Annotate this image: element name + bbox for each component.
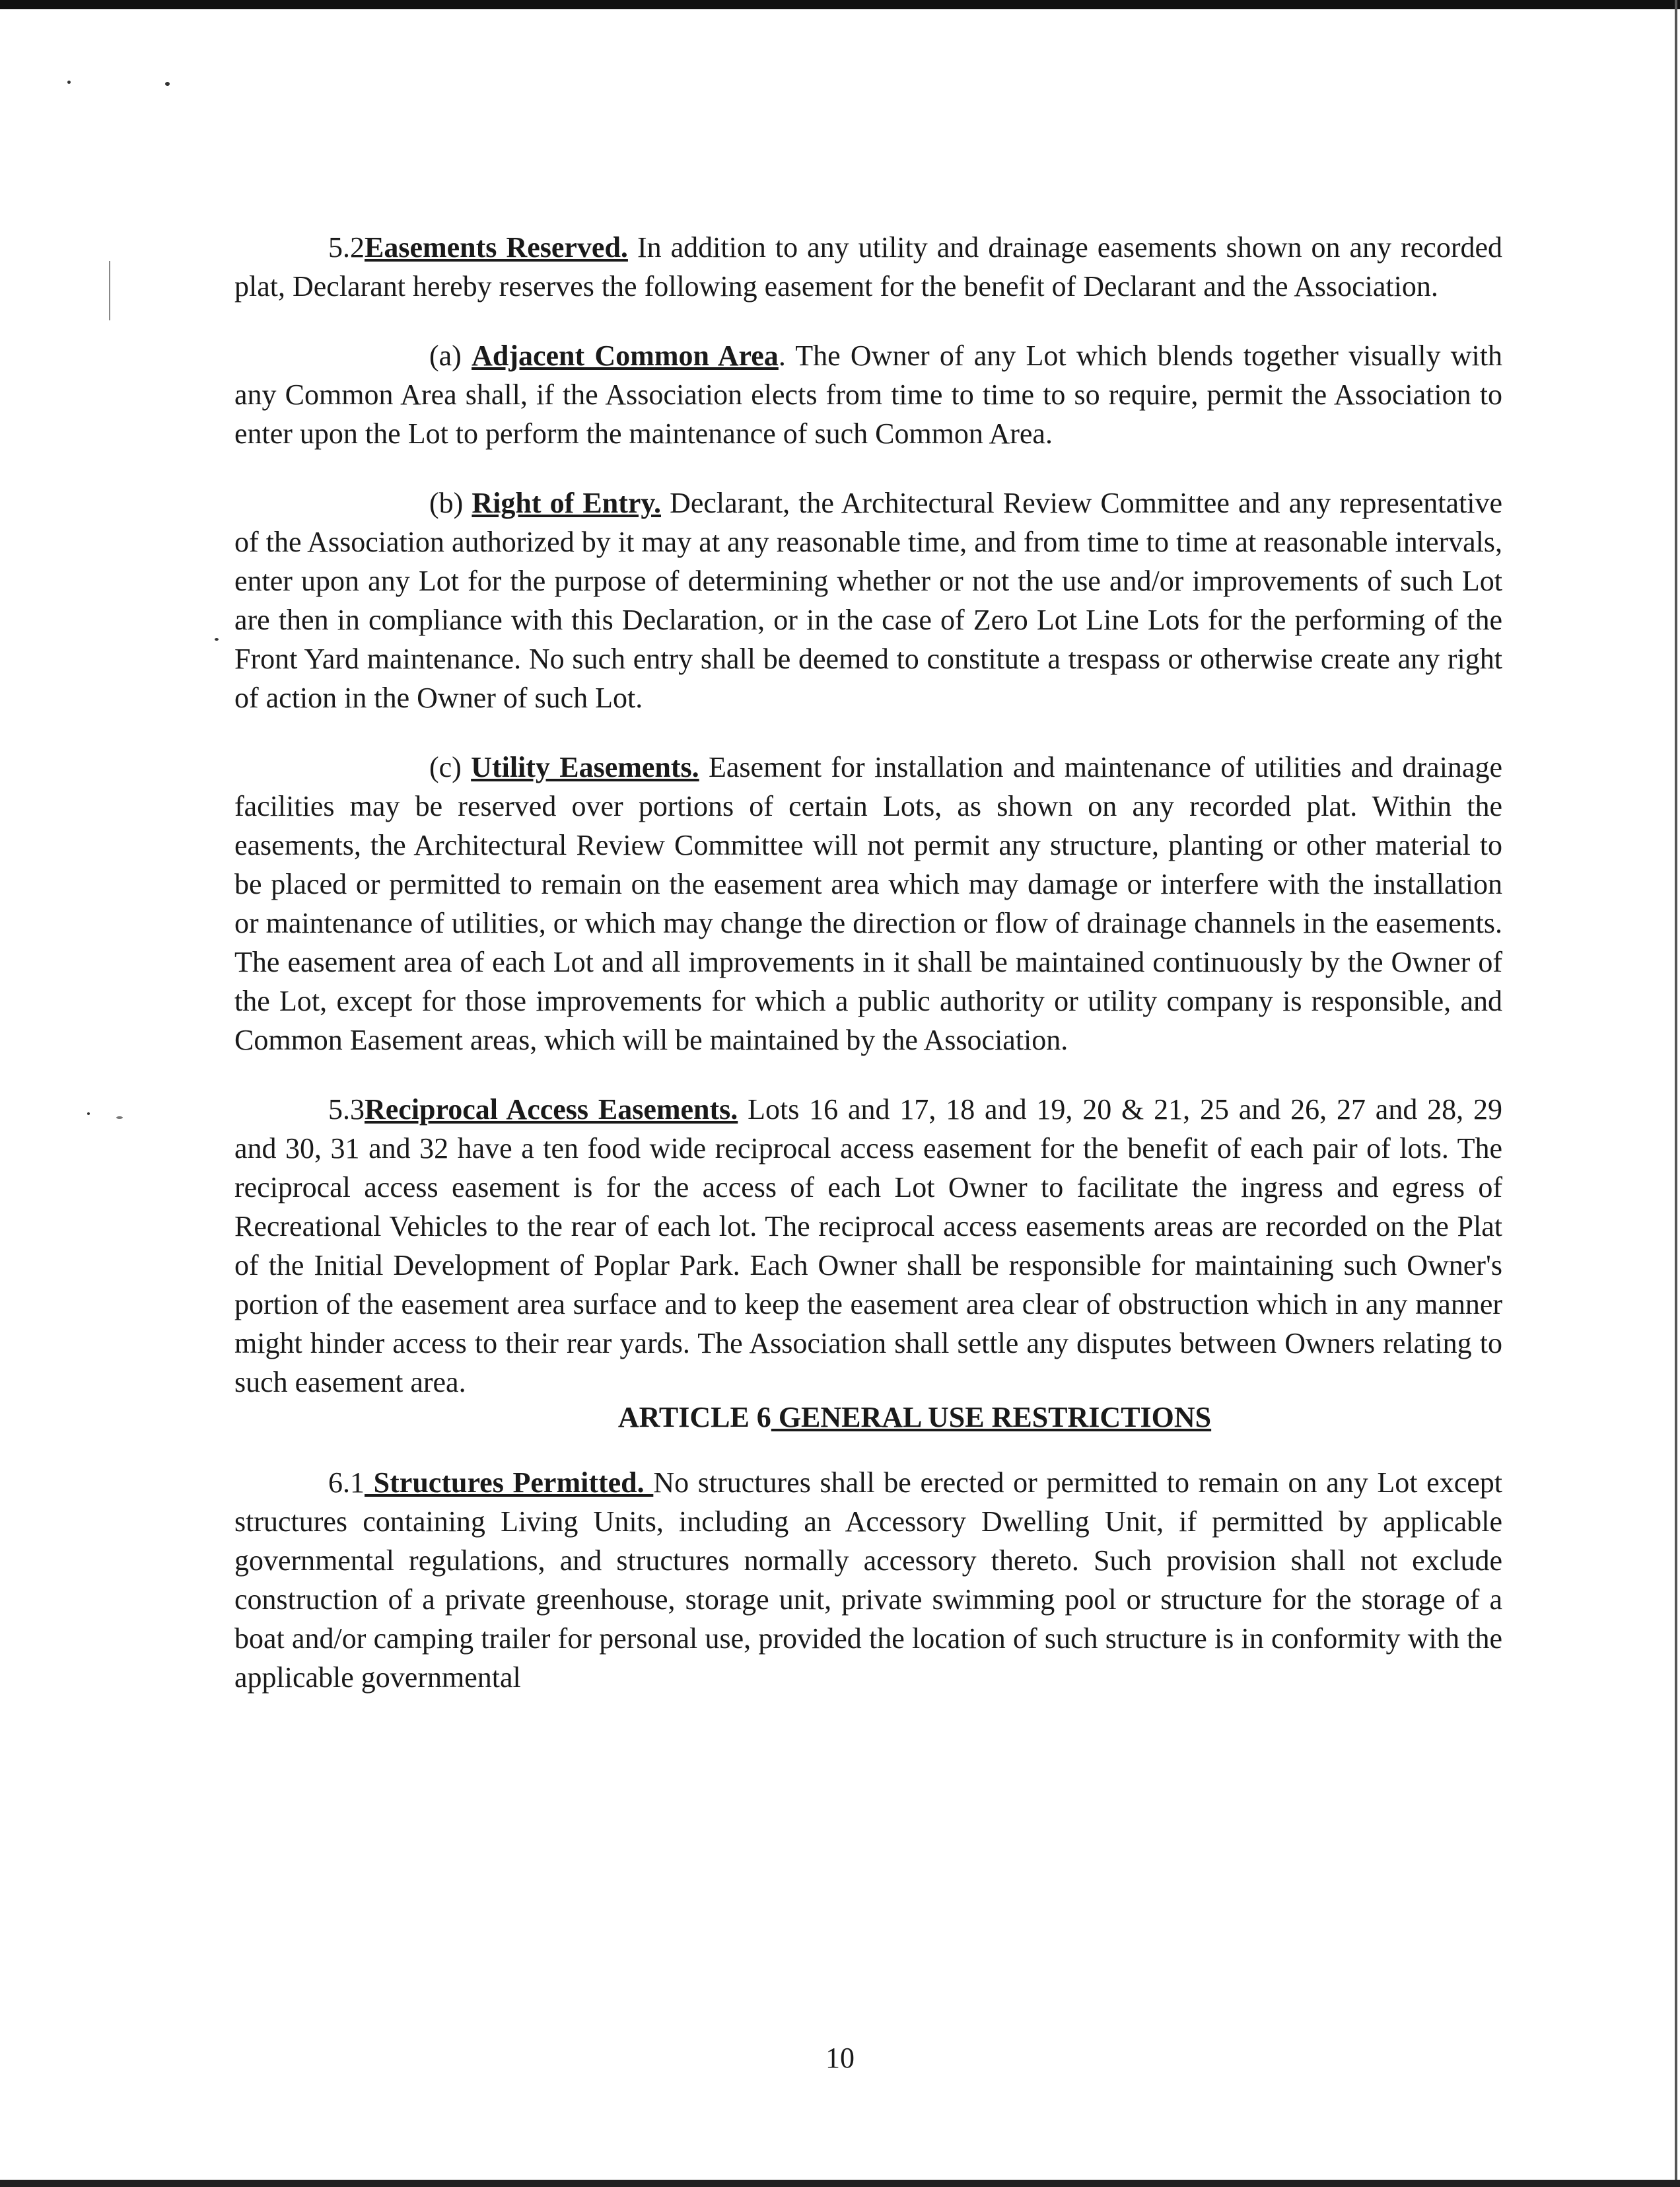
page-number: 10 [825,2042,855,2074]
article-6-heading [234,1398,1502,1437]
section-number: 6.1 [328,1466,365,1499]
section-6-1 [234,1463,1502,1697]
subsection-text: . The Owner of any Lot which blends together visually with any Common Area shall, if the Association elects from time to time to so require, permit the Association to enter upon the Lot to perform the maintenance of such Common Area. [234,340,1502,450]
article-title: GENERAL USE RESTRICTIONS [771,1401,1212,1433]
section-text: Lots 16 and 17, 18 and 19, 20 & 21, 25 and 26, 27 and 28, 29 and 30, 31 and 32 have a ten food wide reciprocal access easement for the benefit of each pair of lots. The reciprocal access easement is for the access of each Lot Owner to facilitate the ingress and egress of Recreational Vehicles to the rear of each lot. The reciprocal access easements areas are recorded on the Plat of the Initial Development of Poplar Park. Each Owner shall be responsible for maintaining such Owner's portion of the easement area surface and to keep the easement area clear of obstruction which in any manner might hinder access to their rear yards. The Association shall settle any disputes between Owners relating to such easement area. [234,1093,1502,1398]
scan-speck [116,1116,123,1119]
subsection-label: (b) [429,487,472,519]
article-prefix: ARTICLE 6 [617,1401,771,1433]
section-number: 5.2 [328,231,365,264]
section-title: Reciprocal Access Easements. [365,1093,738,1126]
subsection-text: Declarant, the Architectural Review Committee and any representative of the Association authorized by it may at any reasonable time, and from time to time at reasonable intervals, enter upon any Lot for the purpose of determining whether or not the use and/or improvements of such Lot are then in compliance with this Declaration, or in the case of Zero Lot Line Lots for the performing of the Front Yard maintenance. No such entry shall be deemed to constitute a trespass or otherwise create any right of action in the Owner of such Lot. [234,487,1502,714]
subsection-c [234,748,1502,1059]
subsection-title: Utility Easements. [471,751,699,783]
section-text: No structures shall be erected or permitted to remain on any Lot except structures containing Living Units, including an Accessory Dwelling Unit, if permitted by applicable governmental regulations, and structures normally accessory thereto. Such provision shall not exclude construction of a private greenhouse, storage unit, private swimming pool or structure for the storage of a boat and/or camping trailer for personal use, provided the location of such structure is in conformity with the applicable governmental [234,1466,1502,1694]
section-title: Easements Reserved. [365,231,628,264]
scan-edge-top [0,0,1680,9]
subsection-label: (c) [429,751,472,783]
subsection-title: Right of Entry. [472,487,661,519]
scan-edge-bottom [0,2180,1680,2187]
scan-speck [109,261,110,320]
section-text: In addition to any utility and drainage easements shown on any recorded plat, Declarant hereby reserves the following easement for the benefit of Declarant and the Association. [234,231,1502,303]
scan-speck [67,81,71,84]
section-number: 5.3 [328,1093,365,1126]
section-5-3 [234,1090,1502,1402]
scan-speck [87,1112,90,1115]
document-page [234,228,1502,1727]
subsection-b [234,484,1502,717]
subsection-title: Adjacent Common Area [472,340,779,372]
section-title: Structures Permitted. [365,1466,654,1499]
scan-edge-right [1675,0,1677,2187]
section-5-2 [234,228,1502,306]
scan-speck [215,638,219,641]
subsection-label: (a) [429,340,472,372]
subsection-text: Easement for installation and maintenance of utilities and drainage facilities may be reserved over portions of certain Lots, as shown on any recorded plat. Within the easements, the Architectural Review Committee will not permit any structure, planting or other material to be placed or permitted to remain on the easement area which may damage or interfere with the installation or maintenance of utilities, or which may change the direction or flow of drainage channels in the easements. The easement area of each Lot and all improvements in it shall be maintained continuously by the Owner of the Lot, except for those improvements for which a public authority or utility company is responsible, and Common Easement areas, which will be maintained by the Association. [234,751,1502,1056]
scan-speck [165,82,170,86]
subsection-a [234,336,1502,453]
